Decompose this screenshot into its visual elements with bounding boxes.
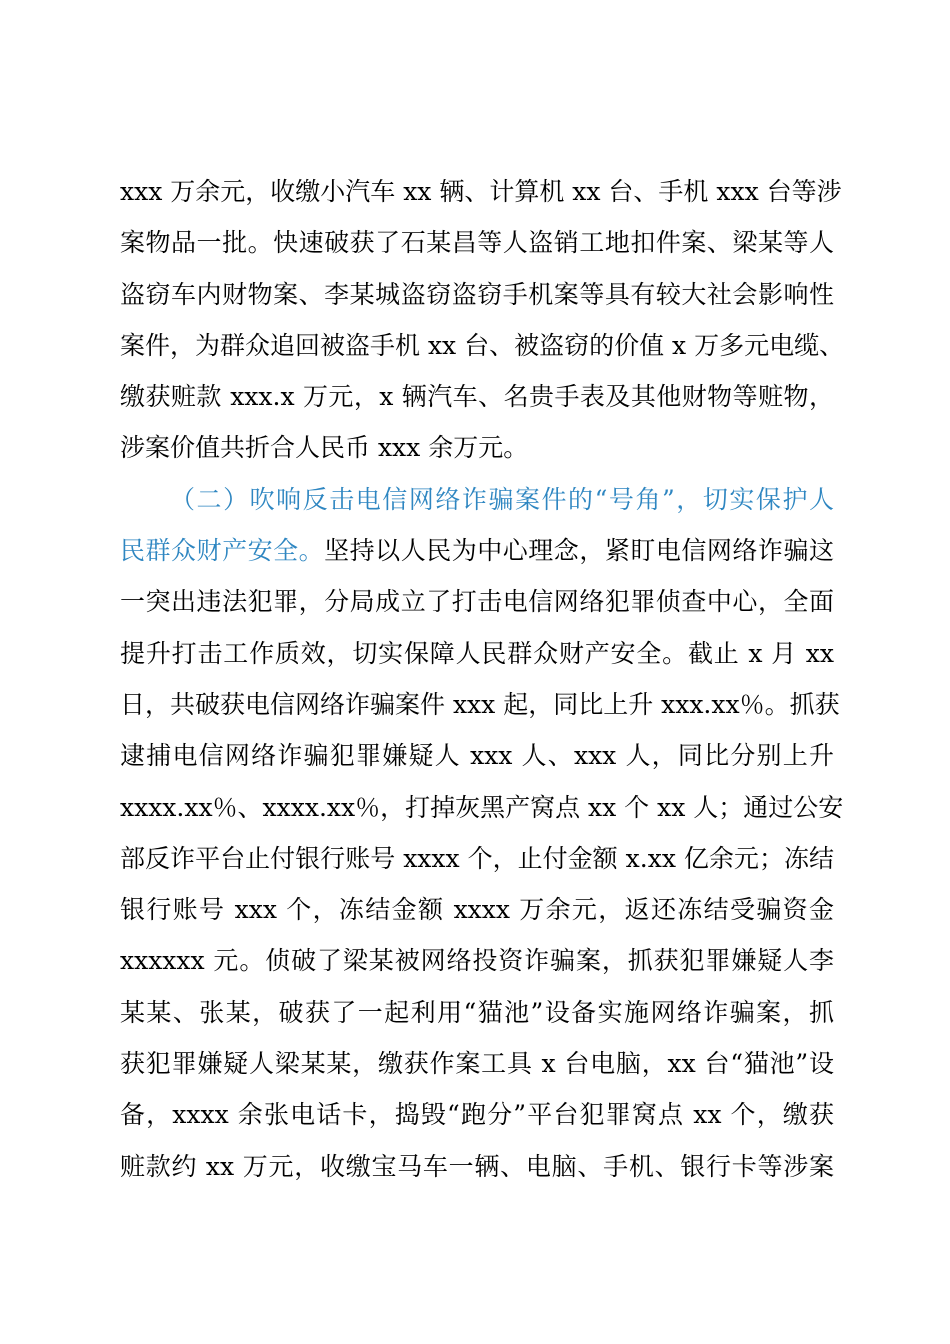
paragraph-2-line-11: 某某、张某，破获了一起利用“猫池”设备实施网络诈骗案，抓 [120,997,834,1027]
paragraph-2-line-6: 逮捕电信网络诈骗犯罪嫌疑人 xxx 人、xxx 人，同比分别上升 [120,741,834,771]
paragraph-1-line-2: 案物品一批。快速破获了石某昌等人盗销工地扣件案、梁某等人 [120,228,834,258]
paragraph-2-line-9: 银行账号 xxx 个，冻结金额 xxxx 万余元，返还冻结受骗资金 [120,895,834,925]
paragraph-2-line-14: 赃款约 xx 万元，收缴宝马车一辆、电脑、手机、银行卡等涉案 [120,1151,834,1181]
paragraph-2-line-10: xxxxxx 元。侦破了梁某被网络投资诈骗案，抓获犯罪嫌疑人李 [120,946,834,976]
paragraph-2-line-5: 日，共破获电信网络诈骗案件 xxx 起，同比上升 xxx.xx％。抓获 [120,689,840,719]
paragraph-2-line-7: xxxx.xx％、xxxx.xx％，打掉灰黑产窝点 xx 个 xx 人；通过公安 [120,792,844,822]
paragraph-2-line-2 [120,525,834,576]
paragraph-2-line-3: 一突出违法犯罪，分局成立了打击电信网络犯罪侦查中心，全面 [120,587,834,617]
paragraph-1-line-3: 盗窃车内财物案、李某城盗窃盗窃手机案等具有较大社会影响性 [120,279,834,309]
paragraph-2-line-12: 获犯罪嫌疑人梁某某，缴获作案工具 x 台电脑，xx 台“猫池”设 [120,1049,834,1079]
paragraph-1-line-6: 涉案价值共折合人民币 xxx 余万元。 [120,433,529,463]
section-heading-line-1: （二）吹响反击电信网络诈骗案件的“号角”，切实保护人 [170,484,834,514]
paragraph-1 [120,166,845,474]
document-body [120,166,845,1192]
paragraph-1-line-4: 案件，为群众追回被盗手机 xx 台、被盗窃的价值 x 万多元电缆、 [120,330,845,360]
section-heading-line-2: 民群众财产安全。 [120,536,325,566]
paragraph-2-line-2-rest: 坚持以人民为中心理念，紧盯电信网络诈骗这 [324,536,834,566]
paragraph-1-line-5: 缴获赃款 xxx.x 万元，x 辆汽车、名贵手表及其他财物等赃物， [120,382,834,412]
paragraph-2-line-4: 提升打击工作质效，切实保障人民群众财产安全。截止 x 月 xx [120,638,834,668]
paragraph-1-line-1: xxx 万余元，收缴小汽车 xx 辆、计算机 xx 台、手机 xxx 台等涉 [120,177,842,206]
paragraph-2-line-8: 部反诈平台止付银行账号 xxxx 个，止付金额 x.xx 亿余元；冻结 [120,843,834,873]
paragraph-2-line-13: 备，xxxx 余张电话卡，捣毁“跑分”平台犯罪窝点 xx 个，缴获 [120,1100,834,1130]
paragraph-2 [120,474,844,1192]
